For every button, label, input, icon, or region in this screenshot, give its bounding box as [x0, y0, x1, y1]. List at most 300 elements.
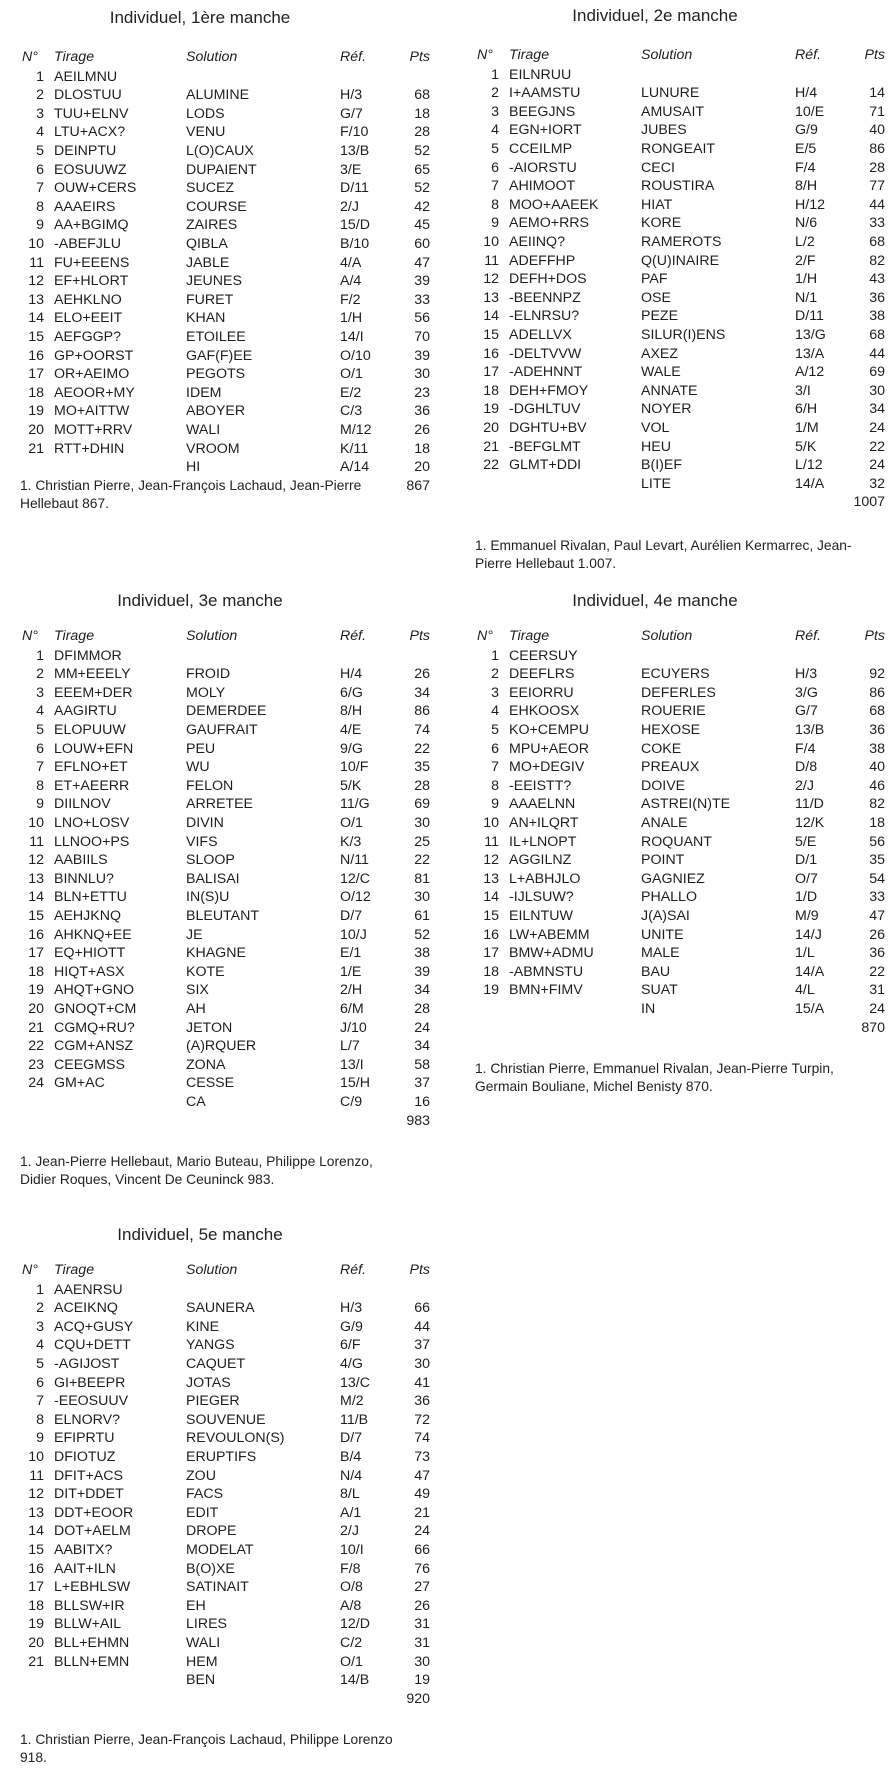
cell-ref: 5/K: [795, 438, 817, 455]
cell-ref: F/4: [795, 740, 816, 757]
cell-pts: 49: [414, 1486, 430, 1503]
cell-tirage: BINNLU?: [54, 870, 114, 887]
cell-pts: 27: [414, 1579, 430, 1596]
cell-pts: 18: [414, 440, 430, 457]
cell-num: 8: [36, 1411, 44, 1428]
cell-pts: 26: [414, 422, 430, 438]
cell-tirage: DEFH+DOS: [509, 271, 587, 288]
table-row: [475, 233, 885, 252]
cell-solution: KORE: [641, 215, 682, 232]
cell-tirage: AAENRSU: [54, 1281, 123, 1298]
cell-tirage: AABITX?: [54, 1542, 113, 1558]
cell-tirage: BLLSW+IR: [54, 1597, 125, 1614]
cell-tirage: HIQT+ASX: [54, 963, 125, 980]
cell-tirage: DFIT+ACS: [54, 1467, 123, 1484]
cell-tirage: DLOSTUU: [54, 87, 122, 104]
cell-tirage: DEEFLRS: [509, 666, 575, 683]
cell-ref: L/2: [795, 234, 815, 250]
cell-pts: 68: [869, 234, 885, 250]
cell-ref: M/2: [340, 1393, 364, 1410]
cell-solution: MALE: [641, 945, 680, 962]
cell-ref: 3/I: [795, 382, 811, 399]
cell-tirage: DEINPTU: [54, 143, 117, 159]
table-row: [475, 795, 885, 814]
cell-pts: 47: [414, 1467, 430, 1484]
cell-pts: 69: [414, 796, 430, 813]
cell-ref: 13/I: [340, 1056, 364, 1073]
cell-ref: 10/F: [340, 759, 369, 776]
cell-pts: 22: [414, 740, 430, 757]
cell-ref: D/7: [340, 1430, 363, 1447]
cell-num: 19: [28, 982, 44, 999]
table-row: [20, 365, 430, 384]
cell-num: 14: [483, 889, 499, 906]
cell-solution: AXEZ: [641, 345, 679, 362]
cell-tirage: DIILNOV: [54, 796, 111, 813]
cell-ref: A/8: [340, 1597, 362, 1614]
cell-solution: VIFS: [186, 833, 218, 850]
cell-ref: L/12: [795, 457, 823, 474]
cell-pts: 21: [414, 1504, 430, 1521]
cell-pts: 39: [414, 273, 430, 290]
manche-1-section: [20, 8, 430, 533]
cell-tirage: GP+OORST: [54, 347, 134, 364]
cell-pts: 30: [414, 1653, 430, 1670]
cell-num: 21: [483, 438, 499, 455]
table-row: [20, 647, 430, 666]
cell-solution: WALI: [186, 422, 221, 438]
cell-pts: 31: [869, 982, 885, 999]
cell-pts: 66: [414, 1300, 430, 1317]
cell-ref: N/1: [795, 289, 818, 306]
cell-ref: 5/E: [795, 833, 817, 850]
cell-ref: H/4: [795, 85, 818, 102]
table-row: [475, 1000, 885, 1019]
cell-solution: IN(S)U: [186, 889, 230, 906]
cell-pts: 36: [869, 945, 885, 962]
table-row: [20, 1541, 430, 1560]
table-row: [20, 161, 430, 180]
cell-solution: VOL: [641, 420, 670, 436]
cell-solution: DOIVE: [641, 777, 686, 794]
table-header-row: [475, 46, 885, 65]
cell-pts: 76: [414, 1560, 430, 1577]
cell-num: 16: [483, 926, 499, 943]
cell-tirage: IL+LNOPT: [509, 833, 577, 850]
cell-pts: 24: [869, 420, 885, 436]
cell-solution: COURSE: [186, 198, 247, 215]
table-row: [20, 142, 430, 161]
cell-num: 17: [28, 945, 44, 962]
table-row: [20, 254, 430, 273]
cell-solution: L(O)CAUX: [186, 143, 254, 159]
cell-pts: 44: [414, 1318, 430, 1335]
cell-num: 10: [28, 1449, 44, 1465]
cell-pts: 74: [414, 1430, 430, 1447]
cell-solution: SUAT: [641, 982, 678, 999]
cell-pts: 73: [414, 1449, 430, 1465]
cell-num: 10: [28, 815, 44, 831]
cell-tirage: MO+DEGIV: [509, 759, 585, 776]
cell-tirage: AN+ILQRT: [509, 815, 579, 831]
cell-ref: 13/B: [795, 722, 825, 738]
cell-tirage: AAAEIRS: [54, 198, 116, 215]
cell-tirage: AEMO+RRS: [509, 215, 590, 232]
cell-solution: DEFERLES: [641, 684, 716, 701]
table-row: [475, 438, 885, 457]
cell-ref: 8/H: [795, 178, 818, 195]
cell-ref: 1/H: [795, 271, 818, 288]
cell-num: 16: [28, 347, 44, 364]
cell-solution: BEN: [186, 1672, 216, 1689]
table-row: [20, 1597, 430, 1616]
cell-solution: PEGOTS: [186, 366, 246, 383]
cell-tirage: AEILMNU: [54, 68, 118, 85]
table-row: [20, 309, 430, 328]
cell-tirage: DIT+DDET: [54, 1486, 124, 1503]
cell-pts: 41: [414, 1374, 430, 1391]
table-row: [475, 814, 885, 833]
cell-solution: YANGS: [186, 1337, 235, 1354]
cell-solution: DIVIN: [186, 815, 224, 831]
cell-tirage: -DELTVVW: [509, 345, 582, 362]
header-pts: Pts: [409, 1262, 430, 1278]
cell-num: 6: [36, 740, 44, 757]
cell-num: 8: [491, 777, 499, 794]
cell-solution: RAMEROTS: [641, 234, 722, 250]
header-ref: Réf.: [795, 47, 822, 63]
manche-4-winner-note: 1. Christian Pierre, Emmanuel Rivalan, Jean-Pierre Turpin, Germain Bouliane, Michel Benisty 870.: [475, 1061, 834, 1094]
cell-tirage: ELO+EEIT: [54, 310, 123, 327]
header-tirage: Tirage: [54, 628, 95, 644]
cell-solution: JEUNES: [186, 273, 242, 290]
cell-pts: 61: [414, 908, 430, 924]
table-row: [20, 1355, 430, 1374]
cell-num: 2: [36, 666, 44, 683]
manche-5-section: [20, 1225, 430, 1775]
cell-num: 9: [36, 796, 44, 813]
cell-ref: 13/C: [340, 1374, 370, 1391]
cell-tirage: AA+BGIMQ: [54, 217, 129, 234]
cell-tirage: EOSUUWZ: [54, 161, 127, 178]
cell-solution: JOTAS: [186, 1374, 231, 1391]
table-row: [475, 214, 885, 233]
cell-solution: AMUSAIT: [641, 103, 705, 120]
cell-solution: EH: [186, 1597, 206, 1614]
cell-ref: 6/F: [340, 1337, 361, 1354]
cell-pts: 58: [414, 1056, 430, 1073]
cell-tirage: OUW+CERS: [54, 180, 137, 197]
cell-tirage: EHKOOSX: [509, 703, 580, 720]
cell-solution: FELON: [186, 777, 234, 794]
cell-solution: JETON: [186, 1019, 233, 1036]
cell-pts: 74: [414, 722, 430, 738]
cell-solution: LIRES: [186, 1616, 228, 1633]
table-row: [20, 1560, 430, 1579]
cell-num: 12: [483, 271, 499, 288]
cell-pts: 39: [414, 347, 430, 364]
cell-num: 6: [491, 159, 499, 176]
cell-tirage: KO+CEMPU: [509, 722, 590, 738]
cell-solution: LITE: [641, 475, 671, 492]
cell-num: 1: [36, 68, 44, 85]
cell-tirage: EF+HLORT: [54, 273, 129, 290]
cell-ref: 8/H: [340, 703, 363, 720]
cell-solution: OSE: [641, 289, 671, 306]
table-row: [20, 68, 430, 87]
cell-solution: PREAUX: [641, 759, 700, 776]
header-ref: Réf.: [340, 49, 367, 65]
cell-tirage: EILNTUW: [509, 908, 573, 924]
table-row: [475, 289, 885, 308]
manche-5-winner-note: 1. Christian Pierre, Jean-François Lachaud, Philippe Lorenzo 918.: [20, 1732, 393, 1765]
table-row: [20, 216, 430, 235]
cell-pts: 56: [414, 310, 430, 327]
table-row: [20, 105, 430, 124]
table-row: [20, 1485, 430, 1504]
cell-pts: 72: [414, 1411, 430, 1428]
cell-pts: 86: [869, 141, 885, 157]
cell-solution: CA: [186, 1094, 206, 1110]
table-row: [20, 944, 430, 963]
table-row: [20, 86, 430, 105]
cell-tirage: AEHKLNO: [54, 291, 122, 308]
cell-pts: 39: [414, 963, 430, 980]
table-row: [20, 926, 430, 945]
cell-tirage: -ABEFJLU: [54, 236, 122, 252]
table-row: [20, 1281, 430, 1300]
table-row: [475, 981, 885, 1000]
cell-ref: D/1: [795, 852, 818, 869]
table-row: [475, 926, 885, 945]
cell-tirage: AHIMOOT: [509, 178, 576, 195]
cell-tirage: AEOOR+MY: [54, 384, 135, 401]
cell-pts: 77: [869, 178, 885, 195]
table-row: [20, 1392, 430, 1411]
cell-tirage: -IJLSUW?: [509, 889, 574, 906]
table-row: [20, 1578, 430, 1597]
manche-4-section: [475, 591, 885, 1111]
table-row: [20, 1448, 430, 1467]
cell-pts: 86: [414, 703, 430, 720]
cell-num: 19: [28, 403, 44, 420]
table-row: [475, 684, 885, 703]
cell-tirage: -ADEHNNT: [509, 364, 583, 381]
cell-num: 8: [491, 196, 499, 213]
cell-tirage: BLN+ETTU: [54, 889, 127, 906]
cell-num: 20: [28, 422, 44, 438]
cell-num: 17: [28, 1579, 44, 1596]
total-score: 1007: [853, 494, 885, 511]
cell-pts: 35: [414, 759, 430, 776]
cell-ref: 12/K: [795, 815, 825, 831]
cell-num: 7: [491, 178, 499, 195]
cell-ref: 6/M: [340, 1001, 364, 1017]
table-row: [20, 758, 430, 777]
cell-solution: SOUVENUE: [186, 1411, 266, 1428]
cell-num: 14: [28, 889, 44, 906]
cell-solution: PHALLO: [641, 889, 697, 906]
table-row: [20, 981, 430, 1000]
cell-pts: 31: [414, 1635, 430, 1651]
cell-ref: B/4: [340, 1449, 362, 1465]
table-row: [20, 1056, 430, 1075]
table-row: [475, 66, 885, 85]
cell-pts: 14: [869, 85, 885, 102]
cell-ref: O/7: [795, 870, 818, 887]
cell-pts: 22: [414, 852, 430, 869]
table-row: [20, 795, 430, 814]
cell-tirage: AAAELNN: [509, 796, 576, 813]
cell-pts: 28: [414, 777, 430, 794]
table-row: [475, 888, 885, 907]
table-row: [20, 721, 430, 740]
cell-num: 8: [36, 198, 44, 215]
cell-ref: A/14: [340, 459, 370, 476]
cell-solution: HEXOSE: [641, 722, 701, 738]
cell-num: 3: [491, 103, 499, 120]
cell-ref: O/1: [340, 815, 363, 831]
cell-tirage: GNOQT+CM: [54, 1001, 137, 1017]
header-num: N°: [477, 628, 493, 644]
table-row: [20, 1653, 430, 1672]
cell-solution: ECUYERS: [641, 666, 710, 683]
cell-num: 9: [491, 796, 499, 813]
cell-tirage: EGN+IORT: [509, 122, 582, 139]
cell-ref: 11/G: [340, 796, 370, 813]
cell-solution: ZAIRES: [186, 217, 238, 234]
cell-tirage: OR+AEIMO: [54, 366, 130, 383]
cell-pts: 30: [414, 1356, 430, 1372]
table-row: [20, 888, 430, 907]
cell-num: 9: [491, 215, 499, 232]
cell-tirage: ACEIKNQ: [54, 1300, 118, 1317]
table-row: [475, 963, 885, 982]
cell-tirage: DGHTU+BV: [509, 420, 587, 436]
table-row: [20, 421, 430, 440]
cell-num: 3: [36, 105, 44, 122]
cell-tirage: ELOPUUW: [54, 722, 126, 738]
cell-ref: N/6: [795, 215, 818, 232]
cell-num: 18: [483, 382, 499, 399]
cell-ref: 3/G: [795, 684, 818, 701]
cell-tirage: -AIORSTU: [509, 159, 577, 176]
cell-num: 15: [28, 329, 44, 345]
cell-ref: C/9: [340, 1094, 363, 1110]
table-row: [475, 740, 885, 759]
cell-num: 5: [491, 141, 499, 157]
cell-solution: DROPE: [186, 1523, 237, 1540]
cell-pts: 24: [414, 1523, 430, 1540]
cell-num: 13: [483, 870, 499, 887]
cell-tirage: EQ+HIOTT: [54, 945, 126, 962]
cell-ref: 13/G: [795, 327, 826, 343]
table-row: [475, 326, 885, 345]
cell-tirage: AAGIRTU: [54, 703, 117, 720]
manche-3-winner-note: 1. Jean-Pierre Hellebaut, Mario Buteau, Philippe Lorenzo, Didier Roques, Vincent De Ceuninck 983.: [20, 1154, 373, 1187]
cell-tirage: AHQT+GNO: [54, 982, 135, 999]
cell-ref: B/10: [340, 236, 370, 252]
cell-ref: D/11: [795, 308, 824, 325]
cell-ref: F/2: [340, 291, 361, 308]
cell-num: 14: [28, 310, 44, 327]
cell-tirage: CEERSUY: [509, 647, 578, 664]
cell-num: 5: [36, 1356, 44, 1372]
header-tirage: Tirage: [509, 47, 550, 63]
cell-solution: COKE: [641, 740, 682, 757]
header-num: N°: [22, 628, 38, 644]
cell-pts: 47: [869, 908, 885, 924]
cell-num: 7: [36, 180, 44, 197]
table-row: [475, 84, 885, 103]
cell-pts: 28: [869, 159, 885, 176]
cell-pts: 26: [869, 926, 885, 943]
table-row: [20, 235, 430, 254]
cell-pts: 66: [414, 1542, 430, 1558]
cell-ref: K/11: [340, 440, 369, 457]
cell-solution: POINT: [641, 852, 685, 869]
cell-ref: 11/B: [340, 1411, 369, 1428]
cell-ref: 6/H: [795, 401, 818, 418]
table-row: [475, 177, 885, 196]
cell-solution: ERUPTIFS: [186, 1449, 257, 1465]
cell-solution: PEZE: [641, 308, 679, 325]
header-solution: Solution: [641, 628, 693, 644]
cell-num: 4: [491, 122, 499, 139]
table-row: [20, 1000, 430, 1019]
cell-ref: 4/L: [795, 982, 815, 999]
cell-tirage: EILNRUU: [509, 66, 572, 83]
table-row: [20, 402, 430, 421]
cell-num: 15: [483, 908, 499, 924]
cell-pts: 36: [414, 1393, 430, 1410]
cell-num: 3: [491, 684, 499, 701]
table-row: [20, 384, 430, 403]
cell-pts: 60: [414, 236, 430, 252]
table-row: [20, 458, 430, 477]
cell-solution: HIAT: [641, 196, 673, 213]
cell-tirage: -ELNRSU?: [509, 308, 580, 325]
cell-num: 7: [36, 759, 44, 776]
cell-num: 6: [36, 161, 44, 178]
cell-solution: SLOOP: [186, 852, 235, 869]
cell-solution: WU: [186, 759, 210, 776]
cell-solution: REVOULON(S): [186, 1430, 285, 1447]
cell-num: 21: [28, 1653, 44, 1670]
cell-tirage: CGM+ANSZ: [54, 1038, 134, 1055]
cell-tirage: -BEFGLMT: [509, 438, 581, 455]
table-row: [475, 702, 885, 721]
cell-tirage: CCEILMP: [509, 141, 573, 157]
cell-pts: 69: [869, 364, 885, 381]
cell-pts: 30: [414, 815, 430, 831]
table-row: [20, 272, 430, 291]
table-row: [475, 419, 885, 438]
cell-tirage: CGMQ+RU?: [54, 1019, 135, 1036]
cell-tirage: CEEGMSS: [54, 1056, 125, 1073]
cell-solution: ROUSTIRA: [641, 178, 715, 195]
cell-pts: 26: [414, 666, 430, 683]
table-row: [20, 1615, 430, 1634]
cell-solution: KINE: [186, 1318, 220, 1335]
cell-ref: C/2: [340, 1635, 363, 1651]
cell-ref: 11/D: [795, 796, 824, 813]
table-row: [475, 270, 885, 289]
table-row: [20, 833, 430, 852]
cell-ref: 1/E: [340, 963, 362, 980]
cell-tirage: ACQ+GUSY: [54, 1318, 134, 1335]
cell-solution: BALISAI: [186, 870, 240, 887]
